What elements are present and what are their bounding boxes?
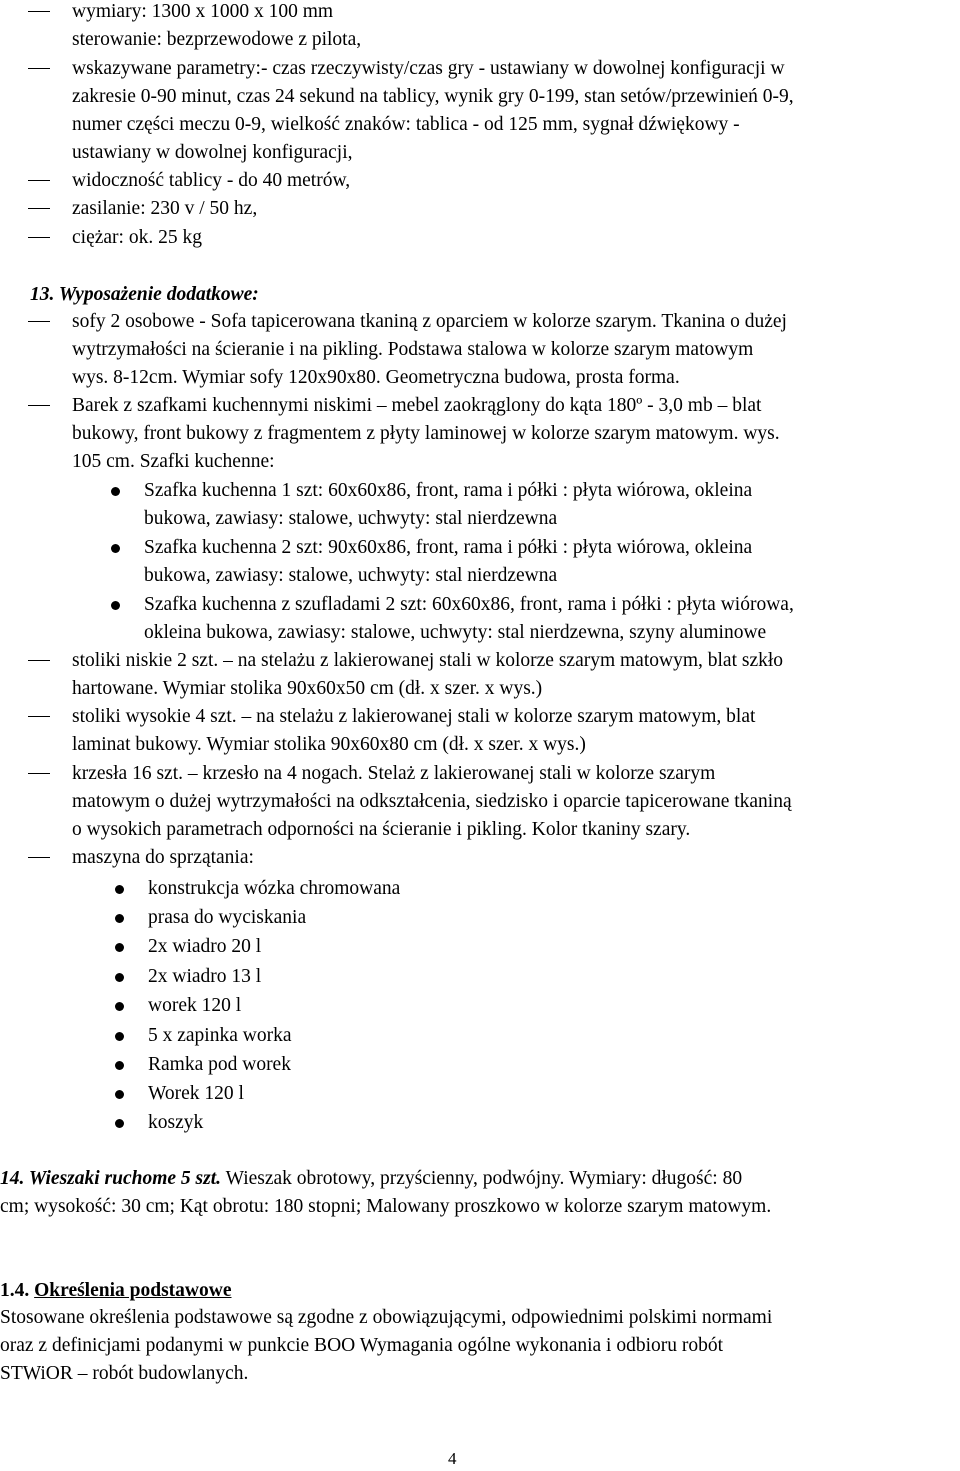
section-14-heading: 14. Wieszaki ruchome 5 szt. [0, 1168, 222, 1189]
round-bullet [115, 1032, 124, 1041]
sofa-line: wys. 8-12cm. Wymiar sofy 120x90x80. Geometryczna budowa, prosta forma. [72, 367, 680, 388]
dash-bullet [28, 237, 50, 238]
krzesla-line: krzesła 16 szt. – krzesło na 4 nogach. Stelaż z lakierowanej stali w kolorze szarym [72, 763, 716, 784]
section-1-4-number: 1.4. [0, 1280, 35, 1301]
stoliki-wysokie-line: stoliki wysokie 4 szt. – na stelażu z lakierowanej stali w kolorze szarym matowym, blat [72, 706, 756, 727]
section-1-4-line: STWiOR – robót budowlanych. [0, 1363, 249, 1384]
round-bullet [115, 1002, 124, 1011]
maszyna-item: koszyk [148, 1112, 204, 1133]
section-14-line [0, 1167, 742, 1191]
maszyna-item: 2x wiadro 20 l [148, 936, 262, 957]
dash-bullet [28, 321, 50, 322]
round-bullet [111, 601, 120, 610]
section-13-heading: 13. Wyposażenie dodatkowe: [30, 284, 259, 305]
szafka-line: Szafka kuchenna 1 szt: 60x60x86, front, rama i półki : płyta wiórowa, okleina [144, 480, 753, 501]
round-bullet [111, 544, 120, 553]
round-bullet [115, 914, 124, 923]
maszyna-item: 2x wiadro 13 l [148, 966, 262, 987]
round-bullet [115, 1119, 124, 1128]
barek-line: Barek z szafkami kuchennymi niskimi – mebel zaokrąglony do kąta 180º - 3,0 mb – blat [72, 395, 762, 416]
sofa-line: wytrzymałości na ścieranie i na pikling. Podstawa stalowa w kolorze szarym matowym [72, 339, 754, 360]
stoliki-wysokie-line: laminat bukowy. Wymiar stolika 90x60x80 cm (dł. x szer. x wys.) [72, 734, 586, 755]
szafka-line: Szafka kuchenna z szufladami 2 szt: 60x60x86, front, rama i półki : płyta wiórowa, [144, 594, 794, 615]
list-line: zasilanie: 230 v / 50 hz, [72, 198, 258, 219]
section-14-line: cm; wysokość: 30 cm; Kąt obrotu: 180 stopni; Malowany proszkowo w kolorze szarym matowym. [0, 1196, 772, 1217]
szafka-line: bukowa, zawiasy: stalowe, uchwyty: stal nierdzewna [144, 508, 558, 529]
section-1-4-line: Stosowane określenia podstawowe są zgodne z obowiązującymi, odpowiednimi polskimi normami [0, 1307, 773, 1328]
barek-line: bukowy, front bukowy z fragmentem z płyty laminowej w kolorze szarym matowym. wys. [72, 423, 780, 444]
round-bullet [115, 1061, 124, 1070]
round-bullet [115, 885, 124, 894]
round-bullet [115, 973, 124, 982]
dash-bullet [28, 208, 50, 209]
page-number: 4 [448, 1449, 457, 1468]
dash-bullet [28, 68, 50, 69]
list-line: sterowanie: bezprzewodowe z pilota, [72, 29, 362, 50]
dash-bullet [28, 716, 50, 717]
maszyna-item: Ramka pod worek [148, 1054, 291, 1075]
dash-bullet [28, 857, 50, 858]
dash-bullet [28, 405, 50, 406]
section-1-4-line: oraz z definicjami podanymi w punkcie BOO Wymagania ogólne wykonania i odbioru robót [0, 1335, 724, 1356]
maszyna-item: worek 120 l [148, 995, 242, 1016]
szafka-line: Szafka kuchenna 2 szt: 90x60x86, front, rama i półki : płyta wiórowa, okleina [144, 537, 753, 558]
krzesla-line: matowym o dużej wytrzymałości na odkształcenia, siedzisko i oparcie tapicerowane tkaniną [72, 791, 792, 812]
sofa-line: sofy 2 osobowe - Sofa tapicerowana tkaniną z oparciem w kolorze szarym. Tkanina o dużej [72, 311, 787, 332]
section-1-4-heading [0, 1279, 232, 1303]
maszyna-item: konstrukcja wózka chromowana [148, 878, 401, 899]
szafka-line: okleina bukowa, zawiasy: stalowe, uchwyty: stal nierdzewna, szyny aluminowe [144, 622, 767, 643]
maszyna-item: 5 x zapinka worka [148, 1025, 292, 1046]
list-line: widoczność tablicy - do 40 metrów, [72, 170, 351, 191]
maszyna-item: Worek 120 l [148, 1083, 244, 1104]
maszyna-label: maszyna do sprzątania: [72, 847, 254, 868]
stoliki-niskie-line: stoliki niskie 2 szt. – na stelażu z lakierowanej stali w kolorze szarym matowym, blat szkło [72, 650, 784, 671]
stoliki-niskie-line: hartowane. Wymiar stolika 90x60x50 cm (dł. x szer. x wys.) [72, 678, 543, 699]
list-line: numer części meczu 0-9, wielkość znaków: tablica - od 125 mm, sygnał dźwiękowy - [72, 114, 740, 135]
list-line: ciężar: ok. 25 kg [72, 227, 202, 248]
list-line: wskazywane parametry:- czas rzeczywisty/czas gry - ustawiany w dowolnej konfiguracji w [72, 58, 785, 79]
krzesla-line: o wysokich parametrach odporności na ścieranie i pikling. Kolor tkaniny szary. [72, 819, 691, 840]
section-1-4-title: Określenia podstawowe [34, 1280, 232, 1301]
dash-bullet [28, 11, 50, 12]
round-bullet [115, 943, 124, 952]
dash-bullet [28, 180, 50, 181]
section-14-text: Wieszak obrotowy, przyścienny, podwójny. Wymiary: długość: 80 [221, 1168, 743, 1189]
list-line: zakresie 0-90 minut, czas 24 sekund na tablicy, wynik gry 0-199, stan setów/przewinień 0-9, [72, 86, 794, 107]
list-line: wymiary: 1300 x 1000 x 100 mm [72, 1, 334, 22]
szafka-line: bukowa, zawiasy: stalowe, uchwyty: stal nierdzewna [144, 565, 558, 586]
dash-bullet [28, 773, 50, 774]
maszyna-item: prasa do wyciskania [148, 907, 307, 928]
dash-bullet [28, 660, 50, 661]
barek-line: 105 cm. Szafki kuchenne: [72, 451, 275, 472]
round-bullet [111, 487, 120, 496]
list-line: ustawiany w dowolnej konfiguracji, [72, 142, 353, 163]
round-bullet [115, 1090, 124, 1099]
